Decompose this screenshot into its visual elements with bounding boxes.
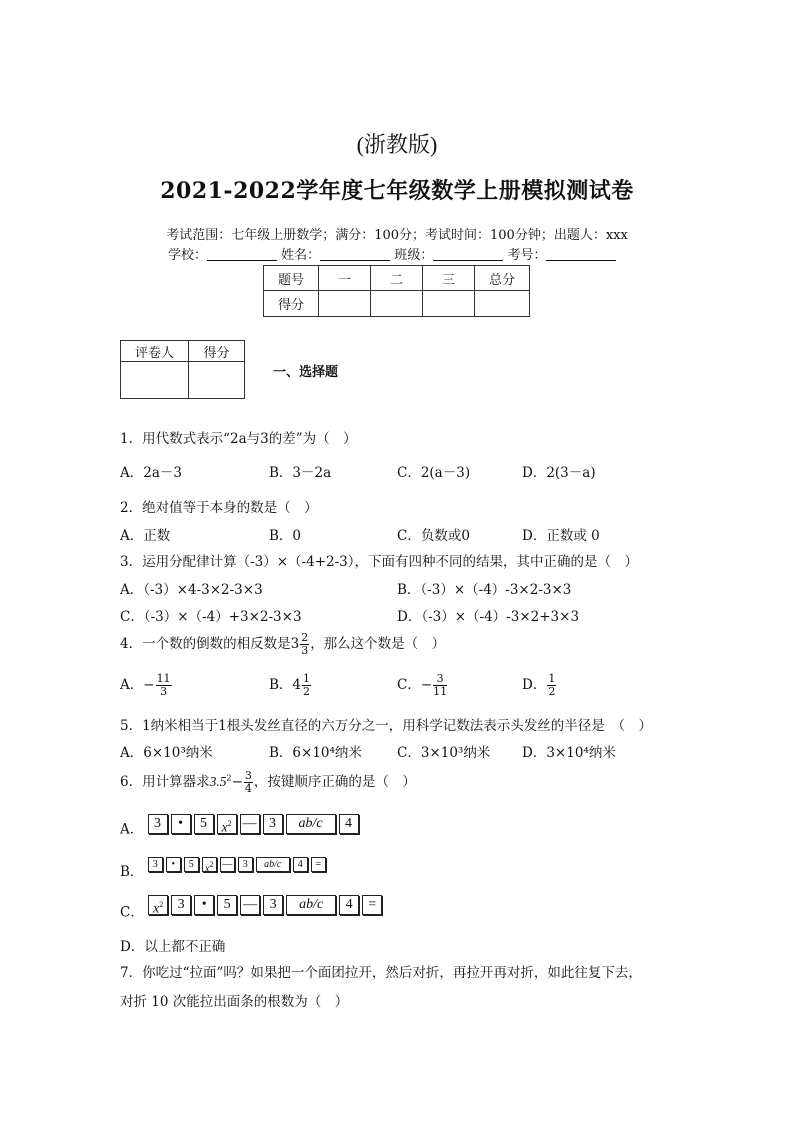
q4-stem-text: 4．一个数的倒数的相反数是3 [120, 636, 300, 652]
class-field[interactable] [433, 247, 503, 261]
q1-option-b[interactable]: B．3－2a [269, 465, 332, 481]
q4-option-d[interactable]: D． $\frac{1}{2}$ [522, 672, 556, 698]
q5-option-a[interactable]: A．6×10³纳米 [120, 745, 213, 761]
grader-cell[interactable] [121, 362, 189, 399]
key-ab-c: ab/c [256, 857, 290, 872]
score-cell[interactable] [371, 291, 423, 317]
q4-option-b[interactable]: B．4 $\frac{1}{2}$ [269, 672, 311, 698]
q1-option-c[interactable]: C．2(a－3) [397, 465, 471, 481]
q2-stem: 2．绝对值等于本身的数是（ ） [120, 500, 318, 516]
q3-option-d[interactable]: D．（-3）×（-4）-3×2+3×3 [397, 609, 580, 625]
score-cell[interactable] [423, 291, 475, 317]
q5-option-d[interactable]: D．3×10⁴纳米 [522, 745, 616, 761]
grader-score-header: 得分 [189, 341, 245, 362]
score-header-section2: 二 [371, 266, 423, 291]
key-dot: • [171, 814, 191, 834]
key-minus: — [240, 895, 260, 915]
score-header-item: 题号 [264, 266, 319, 291]
name-field[interactable] [320, 247, 390, 261]
exam-info-line: 考试范围：七年级上册数学；满分：100分；考试时间：100分钟；出题人：xxx [166, 228, 628, 243]
q6-option-b[interactable]: B． 3 • 5 $x^2$ — 3 ab/c 4 = [120, 856, 329, 880]
exam-no-field[interactable] [546, 247, 616, 261]
grader-score-cell[interactable] [189, 362, 245, 399]
key-4: 4 [339, 895, 359, 915]
q5-stem: 5．1纳米相当于1根头发丝直径的六万分之一，用科学记数法表示头发丝的半径是 （ ） [120, 718, 653, 734]
score-header-total: 总分 [475, 266, 530, 291]
q4-stem [120, 632, 445, 657]
q2-option-b[interactable]: B．0 [269, 528, 302, 544]
score-row-label: 得分 [264, 291, 319, 317]
key-x-squared: $x^2$ [202, 857, 217, 872]
key-equals: = [362, 895, 382, 915]
q4-stem-fraction: $\frac{2}{3}$ [301, 631, 309, 657]
school-field[interactable] [207, 247, 277, 261]
key-ab-c: ab/c [286, 895, 336, 915]
q6-option-c[interactable]: C． $x^2$ 3 • 5 — 3 ab/c 4 = [120, 895, 385, 921]
q7-stem-line1: 7．你吃过“拉面”吗？如果把一个面团拉开，然后对折，再拉开再对折，如此往复下去， [120, 965, 642, 981]
score-table [263, 265, 530, 317]
page-title: 2021-2022学年度七年级数学上册模拟测试卷 [160, 178, 634, 204]
key-4: 4 [339, 814, 359, 834]
key-4: 4 [293, 857, 308, 872]
q2-option-d[interactable]: D．正数或 0 [522, 528, 600, 544]
key-5: 5 [194, 814, 214, 834]
key-minus: — [240, 814, 260, 834]
q3-option-c[interactable]: C．（-3）×（-4）+3×2-3×3 [120, 609, 302, 625]
school-label: 学校： [168, 248, 208, 263]
score-cell[interactable] [475, 291, 530, 317]
q4-option-c[interactable]: C．− $\frac{3}{11}$ [397, 672, 448, 698]
q4-option-a[interactable]: A．− $\frac{11}{3}$ [120, 672, 171, 698]
q2-option-c[interactable]: C．负数或0 [397, 528, 470, 544]
key-3: 3 [148, 857, 163, 872]
q6-option-d[interactable]: D．以上都不正确 [120, 939, 226, 955]
q6-stem: 6．用计算器求$3.5^2-$ $\frac{3}{4}$ ，按键顺序正确的是（ ） [120, 769, 416, 795]
key-x-squared: $x^2$ [148, 895, 168, 915]
exam-no-label: 考号： [507, 248, 547, 263]
key-5: 5 [217, 895, 237, 915]
name-label: 姓名： [281, 248, 321, 263]
class-label: 班级： [394, 248, 434, 263]
key-3: 3 [263, 895, 283, 915]
q1-option-d[interactable]: D．2(3－a) [522, 465, 596, 481]
q6-option-a[interactable]: A． 3 • 5 $x^2$ — 3 ab/c 4 [120, 814, 362, 838]
student-info-line [168, 244, 616, 263]
key-equals: = [311, 857, 326, 872]
q5-option-b[interactable]: B．6×10⁴纳米 [269, 745, 362, 761]
key-ab-c: ab/c [286, 814, 336, 834]
edition-label: (浙教版) [356, 132, 438, 157]
key-x-squared: $x^2$ [217, 814, 237, 834]
q4-stem-text-end: ，那么这个数是（ ） [310, 636, 446, 652]
key-minus: — [220, 857, 235, 872]
score-cell[interactable] [319, 291, 371, 317]
grader-header: 评卷人 [121, 341, 189, 362]
key-3: 3 [263, 814, 283, 834]
key-5: 5 [184, 857, 199, 872]
score-header-section1: 一 [319, 266, 371, 291]
key-3: 3 [148, 814, 168, 834]
q1-stem: 1．用代数式表示“2a与3的差”为（ ） [120, 431, 357, 447]
score-header-section3: 三 [423, 266, 475, 291]
key-3: 3 [238, 857, 253, 872]
key-dot: • [166, 857, 181, 872]
grader-table [120, 340, 245, 399]
q5-option-c[interactable]: C．3×10³纳米 [397, 745, 491, 761]
q3-option-a[interactable]: A．（-3）×4-3×2-3×3 [120, 582, 263, 598]
section1-title: 一、选择题 [273, 365, 339, 380]
q1-option-a[interactable]: A．2a－3 [120, 465, 182, 481]
q2-option-a[interactable]: A．正数 [120, 528, 171, 544]
q3-option-b[interactable]: B．（-3）×（-4）-3×2-3×3 [397, 582, 572, 598]
key-3: 3 [171, 895, 191, 915]
key-dot: • [194, 895, 214, 915]
q7-stem-line2: 对折 10 次能拉出面条的根数为（ ） [120, 994, 349, 1010]
q3-stem: 3．运用分配律计算（-3）×（-4+2-3），下面有四种不同的结果，其中正确的是（ ） [120, 554, 639, 570]
